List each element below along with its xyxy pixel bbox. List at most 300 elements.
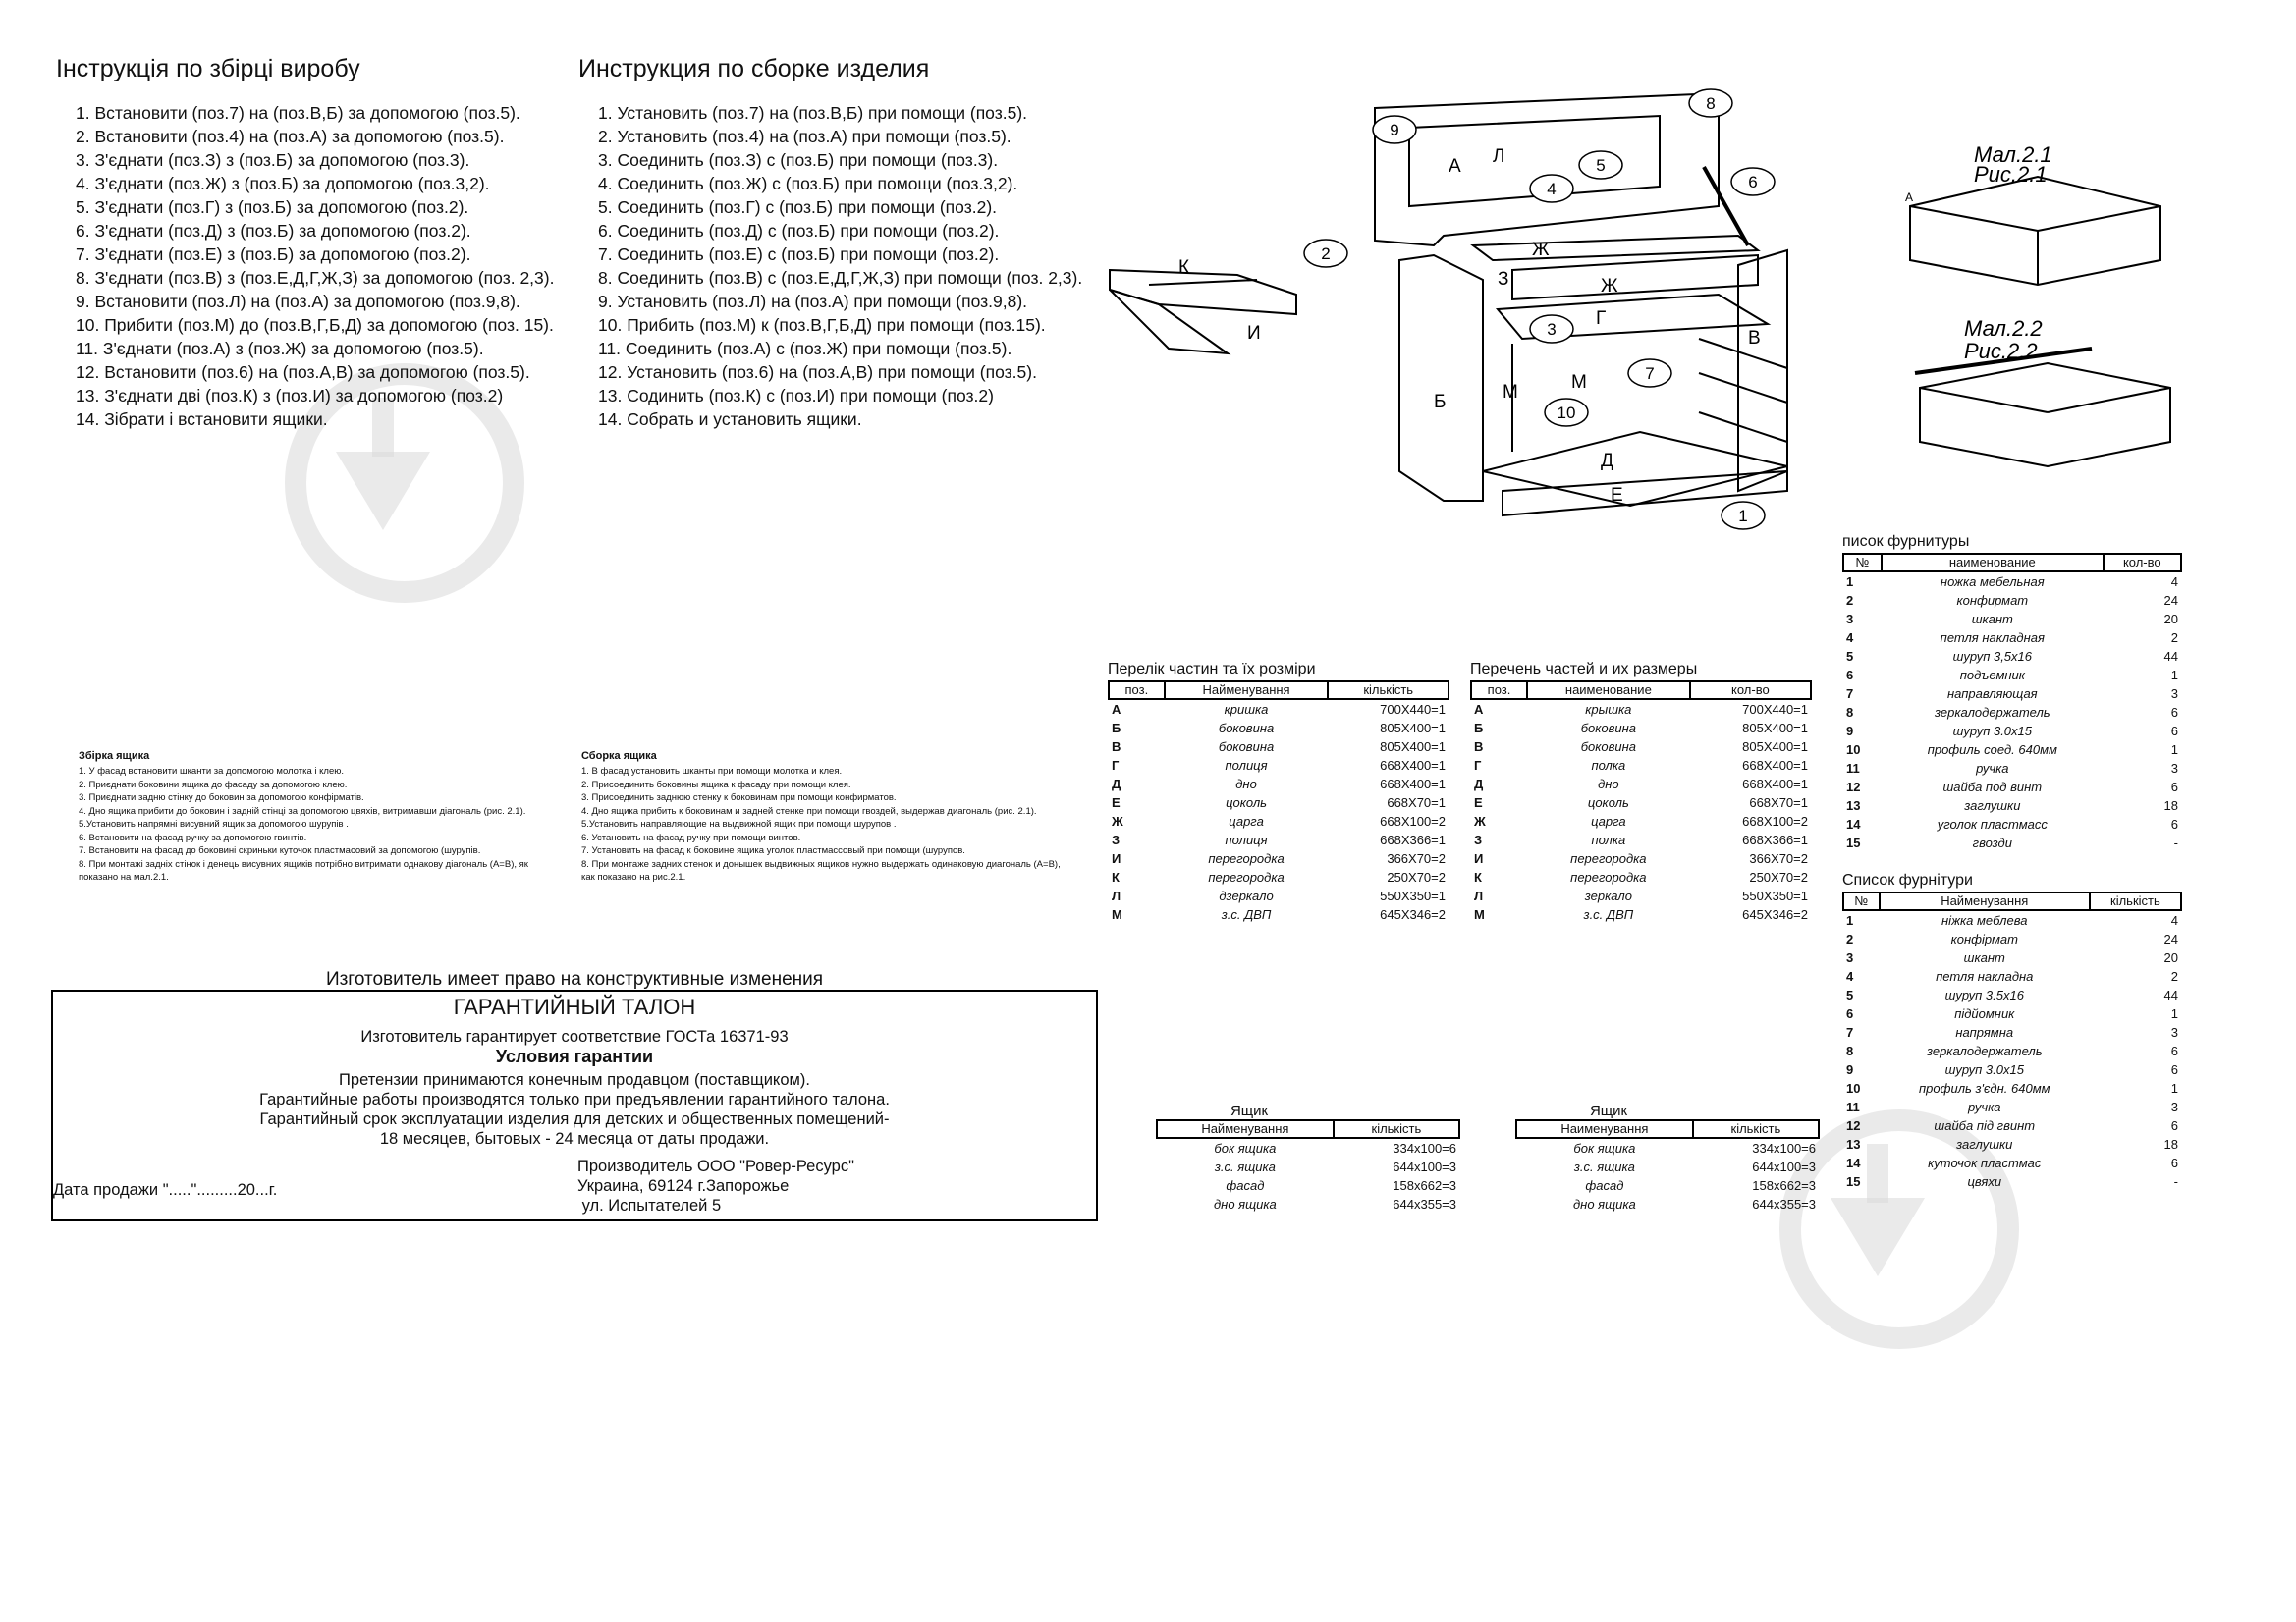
table-header: кількість <box>1334 1120 1459 1138</box>
table-cell: 8 <box>1846 705 1854 720</box>
table-row <box>1109 719 1449 737</box>
table-cell: 2 <box>1846 593 1854 608</box>
list-item: 3. Приєднати задню стінку до боковин за допомогою конфірматів. <box>79 792 364 803</box>
table-header: поз. <box>1109 681 1165 699</box>
table-row <box>1843 647 2181 666</box>
drawer-ru <box>1515 1103 1820 1214</box>
table-row <box>1471 793 1811 812</box>
table-cell: 44 <box>2163 988 2178 1002</box>
instructions-ua <box>56 55 567 431</box>
table-cell: 668Х400=1 <box>1742 777 1808 791</box>
part-letter: В <box>1748 328 1761 349</box>
fig22-label-ua: Мал.2.2 <box>1964 316 2043 341</box>
table-cell: 1 <box>2170 742 2178 757</box>
drawer-ua-title: Ящик <box>1230 1103 1269 1119</box>
drawer-ru-title: Ящик <box>1589 1103 1628 1119</box>
table-cell: 366Х70=2 <box>1749 851 1808 866</box>
table-cell: 1 <box>2170 1006 2178 1021</box>
table-row <box>1843 1098 2181 1116</box>
table-cell: заглушки <box>1964 798 2021 813</box>
warranty-lines <box>53 1070 1096 1149</box>
table-cell: 13 <box>1846 1137 1861 1152</box>
table-row <box>1109 887 1449 905</box>
fittings-ua-table <box>1842 892 2182 1191</box>
table-cell: К <box>1112 870 1120 885</box>
table-cell: боковина <box>1580 721 1636 735</box>
table-cell: 6 <box>2170 1156 2178 1170</box>
table-cell: 6 <box>2170 724 2178 738</box>
list-item: 6. Соединить (поз.Д) с (поз.Б) при помощи (поз.2). <box>598 221 1000 241</box>
list-item: 1. В фасад установить шканты при помощи молотка и клея. <box>581 766 843 777</box>
list-item: 8. З'єднати (поз.В) з (поз.Е,Д,Г,Ж,З) за допомогою (поз. 2,3). <box>76 268 555 288</box>
table-cell: 5 <box>1846 988 1854 1002</box>
table-cell: ножка мебельная <box>1940 574 2045 589</box>
divider-k <box>1149 280 1257 285</box>
table-cell: 2 <box>2170 630 2178 645</box>
table-row <box>1843 591 2181 610</box>
drawer-assembly-ua <box>79 750 560 885</box>
table-cell: дно ящика <box>1213 1197 1277 1212</box>
table-row <box>1843 1154 2181 1172</box>
table-cell: 6 <box>2170 780 2178 794</box>
part-letter: М <box>1571 372 1587 393</box>
table-cell: 7 <box>1846 1025 1854 1040</box>
table-cell: Б <box>1112 721 1121 735</box>
table-cell: перегородка <box>1570 851 1647 866</box>
table-row <box>1471 849 1811 868</box>
table-header: кількість <box>2090 892 2181 910</box>
table-row <box>1843 930 2181 948</box>
parts-ua <box>1108 661 1449 924</box>
table-row <box>1843 1023 2181 1042</box>
table-row <box>1843 834 2181 852</box>
fig21-label-ua: Мал.2.1 <box>1974 142 2052 167</box>
callout-number: 3 <box>1547 320 1557 339</box>
mirror-panel <box>1375 93 1719 245</box>
table-cell: царга <box>1229 814 1264 829</box>
table-cell: 6 <box>2170 1062 2178 1077</box>
fig22-line1 <box>1920 388 2048 412</box>
table-cell: Ж <box>1474 814 1486 829</box>
table-cell: полка <box>1591 758 1626 773</box>
table-cell: заглушки <box>1956 1137 2013 1152</box>
table-cell: 2 <box>1846 932 1854 946</box>
table-cell: Е <box>1112 795 1121 810</box>
parts-ru-title: Перечень частей и их размеры <box>1470 661 1698 677</box>
table-cell: 644х355=3 <box>1752 1197 1816 1212</box>
table-cell: полиця <box>1225 758 1268 773</box>
list-item: 3. З'єднати (поз.З) з (поз.Б) за допомогою (поз.3). <box>76 150 470 170</box>
warranty-header-note: Изготовитель имеет право на конструктивные изменения <box>325 969 824 990</box>
table-cell: ручка <box>1968 1100 2001 1114</box>
table-cell: 3 <box>1846 950 1854 965</box>
table-header: кількість <box>1328 681 1449 699</box>
list-item: 9. Установить (поз.Л) на (поз.А) при помощи (поз.9,8). <box>598 292 1028 311</box>
table-cell: Д <box>1112 777 1121 791</box>
fittings-ru-title: писок фурнитуры <box>1842 533 1970 550</box>
table-row <box>1843 1042 2181 1060</box>
table-cell: цоколь <box>1226 795 1267 810</box>
list-item: 2. Установить (поз.4) на (поз.А) при помощи (поз.5). <box>598 127 1011 146</box>
table-cell: 3 <box>2170 686 2178 701</box>
table-cell: боковина <box>1218 721 1275 735</box>
list-item: 4. Дно ящика прибить к боковинам и задней стенке при помощи гвоздей, выдержав диагональ (рис. 2.1). <box>581 805 1037 817</box>
table-cell: гвозди <box>1972 836 2012 850</box>
table-cell: 805Х400=1 <box>1742 739 1808 754</box>
fig21-label-ru: Рис.2.1 <box>1974 162 2048 187</box>
table-cell: И <box>1474 851 1484 866</box>
warranty-title: ГАРАНТИЙНЫЙ ТАЛОН <box>453 995 696 1019</box>
warranty-line: Гарантийные работы производятся только при предъявлении гарантийного талона. <box>259 1091 890 1108</box>
list-item: 10. Прибити (поз.М) до (поз.В,Г,Б,Д) за допомогою (поз. 15). <box>76 315 554 335</box>
instructions-ru-list <box>578 101 1089 431</box>
table-row <box>1843 1135 2181 1154</box>
table-row <box>1471 831 1811 849</box>
part-letter: И <box>1247 323 1261 344</box>
list-item: 5.Установить напрямні висувний ящик за допомогою шурупів . <box>79 819 349 830</box>
table-cell: царга <box>1591 814 1626 829</box>
table-cell: 15 <box>1846 836 1861 850</box>
table-cell: полиця <box>1225 833 1268 847</box>
list-item: 6. З'єднати (поз.Д) з (поз.Б) за допомогою (поз.2). <box>76 221 471 241</box>
table-cell: з.с. ДВП <box>1221 907 1272 922</box>
callout-number: 5 <box>1596 156 1606 175</box>
table-cell: 15 <box>1846 1174 1861 1189</box>
table-cell: 334х100=6 <box>1393 1141 1456 1156</box>
table-cell: 644х100=3 <box>1752 1160 1816 1174</box>
side-panel-left <box>1399 255 1483 501</box>
table-cell: 700Х440=1 <box>1380 702 1446 717</box>
guide-1 <box>1699 339 1787 368</box>
table-cell: цвяхи <box>1967 1174 2002 1189</box>
list-item: 4. Дно ящика прибити до боковин і задній стінці за допомогою цвяхів, витримавши діагональ (рис. 2.1). <box>79 805 526 817</box>
table-cell: 1 <box>1846 913 1854 928</box>
table-cell: 12 <box>1846 780 1861 794</box>
warranty-line: Претензии принимаются конечным продавцом (поставщиком). <box>339 1071 810 1089</box>
table-cell: 4 <box>2170 913 2178 928</box>
fig22-drawer <box>1920 363 2170 466</box>
table-cell: 4 <box>1846 630 1854 645</box>
table-cell: зеркалодержатель <box>1926 1044 2043 1058</box>
table-cell: З <box>1474 833 1483 847</box>
part-letter: Г <box>1596 308 1607 329</box>
fittings-ua-title: Список фурнітури <box>1842 872 1973 889</box>
table-row <box>1843 1079 2181 1098</box>
table-cell: 668Х366=1 <box>1742 833 1808 847</box>
table-cell: фасад <box>1585 1178 1624 1193</box>
table-cell: кришка <box>1224 702 1269 717</box>
table-row <box>1516 1195 1819 1214</box>
table-row <box>1516 1158 1819 1176</box>
warranty-card <box>51 990 1098 1221</box>
table-row <box>1843 1060 2181 1079</box>
table-cell: З <box>1112 833 1121 847</box>
list-item: 1. Встановити (поз.7) на (поз.В,Б) за допомогою (поз.5). <box>76 103 520 123</box>
table-cell: 18 <box>2163 1137 2178 1152</box>
table-cell: конфирмат <box>1956 593 2029 608</box>
list-item: 6. Установить на фасад ручку при помощи винтов. <box>581 832 801 843</box>
list-item: 10. Прибить (поз.М) к (поз.В,Г,Б,Д) при помощи (поз.15). <box>598 315 1046 335</box>
table-row <box>1109 849 1449 868</box>
table-cell: 20 <box>2163 612 2178 626</box>
table-row <box>1109 793 1449 812</box>
table-cell: бок ящика <box>1214 1141 1277 1156</box>
table-cell: - <box>2173 1174 2178 1189</box>
table-cell: 158х662=3 <box>1393 1178 1456 1193</box>
drawer-ua <box>1156 1103 1460 1214</box>
table-cell: дзеркало <box>1219 889 1274 903</box>
part-letter: А <box>1449 156 1461 177</box>
table-cell: підйомник <box>1954 1006 2015 1021</box>
table-cell: полка <box>1591 833 1626 847</box>
table-cell: 6 <box>2170 1044 2178 1058</box>
table-cell: ручка <box>1976 761 2009 776</box>
table-cell: 18 <box>2163 798 2178 813</box>
table-header: Наименування <box>1516 1120 1693 1138</box>
table-row <box>1843 703 2181 722</box>
table-row <box>1843 1004 2181 1023</box>
table-cell: В <box>1112 739 1121 754</box>
table-cell: 550Х350=1 <box>1742 889 1808 903</box>
table-header: кількість <box>1693 1120 1819 1138</box>
table-cell: 3 <box>2170 1025 2178 1040</box>
table-row <box>1157 1176 1459 1195</box>
table-row <box>1471 812 1811 831</box>
table-cell: Е <box>1474 795 1483 810</box>
table-row <box>1471 905 1811 924</box>
table-row <box>1843 986 2181 1004</box>
list-item: 4. З'єднати (поз.Ж) з (поз.Б) за допомогою (поз.3,2). <box>76 174 490 193</box>
list-item: 5. З'єднати (поз.Г) з (поз.Б) за допомогою (поз.2). <box>76 197 469 217</box>
parts-ru <box>1470 661 1812 924</box>
fig22-line2 <box>2048 388 2170 412</box>
list-item: 11. З'єднати (поз.А) з (поз.Ж) за допомогою (поз.5). <box>76 339 484 358</box>
table-header: Найменування <box>1880 892 2090 910</box>
table-cell: 366Х70=2 <box>1387 851 1446 866</box>
callout-number: 9 <box>1390 121 1399 139</box>
part-letter: Е <box>1611 485 1623 506</box>
table-cell: шуруп 3.0х15 <box>1952 724 2032 738</box>
table-cell: шуруп 3.5х16 <box>1944 988 2024 1002</box>
fig21-line2 <box>2038 206 2160 231</box>
table-row <box>1843 778 2181 796</box>
table-cell: перегородка <box>1570 870 1647 885</box>
callout-number: 4 <box>1547 180 1557 198</box>
table-cell: 1 <box>2170 1081 2178 1096</box>
table-cell: фасад <box>1226 1178 1265 1193</box>
table-header: № <box>1843 892 1880 910</box>
table-cell: 9 <box>1846 724 1854 738</box>
table-cell: Г <box>1474 758 1482 773</box>
list-item: 11. Соединить (поз.А) с (поз.Ж) при помощи (поз.5). <box>598 339 1012 358</box>
table-header: поз. <box>1471 681 1527 699</box>
table-cell: - <box>2173 836 2178 850</box>
table-header: Найменування <box>1157 1120 1334 1138</box>
table-cell: з.с. ящика <box>1214 1160 1276 1174</box>
table-cell: напрямна <box>1955 1025 2014 1040</box>
top-rail <box>1473 236 1758 260</box>
fittings-ru-table <box>1842 553 2182 852</box>
table-cell: М <box>1474 907 1485 922</box>
list-item: 7. Встановити на фасад до боковині скриньки куточок пластмасовий за допомогою (шурупів. <box>79 845 481 856</box>
instructions-ru <box>578 55 1089 431</box>
table-header: кол-во <box>2104 554 2181 571</box>
part-letter: Б <box>1434 392 1447 412</box>
warranty-sale-date: Дата продажи ".....".........20...г. <box>53 1181 278 1199</box>
table-row <box>1109 775 1449 793</box>
list-item: 13. Содинить (поз.К) с (поз.И) при помощи (поз.2) <box>598 386 994 406</box>
table-cell: 668Х100=2 <box>1742 814 1808 829</box>
table-cell: И <box>1112 851 1121 866</box>
table-cell: 805Х400=1 <box>1380 721 1446 735</box>
table-cell: 5 <box>1846 649 1854 664</box>
list-item: 8. Соединить (поз.В) с (поз.Е,Д,Г,Ж,З) при помощи (поз. 2,3). <box>598 268 1083 288</box>
table-row <box>1109 699 1449 719</box>
list-item: 9. Встановити (поз.Л) на (поз.А) за допомогою (поз.9,8). <box>76 292 520 311</box>
part-letters <box>1178 146 1761 506</box>
assembly-diagram <box>1110 79 2052 540</box>
table-cell: 668Х400=1 <box>1380 758 1446 773</box>
table-row <box>1157 1138 1459 1158</box>
table-cell: направляющая <box>1946 686 2038 701</box>
table-cell: уголок пластмасс <box>1937 817 2048 832</box>
list-item: 4. Соединить (поз.Ж) с (поз.Б) при помощи (поз.3,2). <box>598 174 1018 193</box>
table-cell: шайба под винт <box>1942 780 2043 794</box>
table-cell: Б <box>1474 721 1484 735</box>
part-letter: М <box>1503 382 1518 403</box>
warranty-line: Гарантийный срок эксплуатации изделия для детских и общественных помещений- <box>259 1110 890 1128</box>
table-row <box>1843 666 2181 684</box>
list-item: 3. Соединить (поз.З) с (поз.Б) при помощи (поз.3). <box>598 150 999 170</box>
table-row <box>1471 719 1811 737</box>
table-row <box>1109 905 1449 924</box>
table-cell: шайба під гвинт <box>1934 1118 2036 1133</box>
table-cell: 6 <box>1846 668 1854 682</box>
table-cell: 644х355=3 <box>1393 1197 1456 1212</box>
table-cell: крышка <box>1585 702 1632 717</box>
divider-frame <box>1110 270 1296 314</box>
table-cell: 3 <box>2170 1100 2178 1114</box>
table-row <box>1471 756 1811 775</box>
table-row <box>1109 756 1449 775</box>
table-cell: 805Х400=1 <box>1742 721 1808 735</box>
table-cell: 158х662=3 <box>1752 1178 1816 1193</box>
watermark-arrow-left <box>336 452 430 530</box>
table-cell: 14 <box>1846 817 1861 832</box>
drawer-assembly-ua-title: Збірка ящика <box>79 750 150 762</box>
list-item: 5. Соединить (поз.Г) с (поз.Б) при помощи (поз.2). <box>598 197 998 217</box>
table-cell: 250Х70=2 <box>1749 870 1808 885</box>
table-row <box>1471 699 1811 719</box>
list-item: 5.Установить направляющие на выдвижной ящик при помощи шурупов . <box>581 819 897 830</box>
table-cell: 14 <box>1846 1156 1861 1170</box>
callout-number: 10 <box>1557 404 1576 422</box>
table-cell: 6 <box>1846 1006 1854 1021</box>
table-row <box>1109 737 1449 756</box>
callout-number: 7 <box>1645 364 1655 383</box>
table-cell: 668Х400=1 <box>1742 758 1808 773</box>
table-row <box>1843 815 2181 834</box>
warranty-conditions-title: Условия гарантии <box>495 1047 654 1066</box>
warranty-line: 18 месяцев, бытовых - 24 месяца от даты продажи. <box>379 1130 770 1148</box>
table-header: кол-во <box>1690 681 1811 699</box>
table-cell: з.с. ящика <box>1573 1160 1635 1174</box>
table-cell: 8 <box>1846 1044 1854 1058</box>
table-cell: К <box>1474 870 1482 885</box>
table-cell: 668Х366=1 <box>1380 833 1446 847</box>
instructions-ua-title: Інструкція по збірці виробу <box>56 55 360 82</box>
table-cell: 10 <box>1846 1081 1861 1096</box>
table-cell: 550Х350=1 <box>1380 889 1446 903</box>
instructions-ru-title: Инструкция по сборке изделия <box>578 55 930 82</box>
table-row <box>1843 740 2181 759</box>
table-cell: А <box>1474 702 1484 717</box>
table-row <box>1843 571 2181 591</box>
guide-3 <box>1699 412 1787 442</box>
table-cell: Д <box>1474 777 1484 791</box>
table-cell: 645Х346=2 <box>1380 907 1446 922</box>
table-row <box>1516 1176 1819 1195</box>
parts-ru-table <box>1470 680 1812 924</box>
drawer-ru-table <box>1515 1119 1820 1214</box>
table-row <box>1471 775 1811 793</box>
table-cell: 20 <box>2163 950 2178 965</box>
table-cell: петля накладна <box>1936 969 2034 984</box>
fittings-ua <box>1842 872 2182 1191</box>
table-row <box>1843 1172 2181 1191</box>
list-item: 12. Установить (поз.6) на (поз.А,В) при помощи (поз.5). <box>598 362 1037 382</box>
watermark-arrow-right <box>1831 1198 1925 1276</box>
fittings-ru <box>1842 533 2182 852</box>
callout-number: 2 <box>1321 244 1331 263</box>
list-item: 2. Встановити (поз.4) на (поз.А) за допомогою (поз.5). <box>76 127 505 146</box>
part-letter: К <box>1178 257 1190 278</box>
table-cell: дно <box>1598 777 1619 791</box>
warranty-gost: Изготовитель гарантирует соответствие ГОСТа 16371-93 <box>360 1028 789 1046</box>
parts-ua-title: Перелік частин та їх розміри <box>1108 661 1316 677</box>
fig21-letter: А <box>1905 190 1914 204</box>
table-cell: М <box>1112 907 1122 922</box>
table-header: наименование <box>1527 681 1690 699</box>
list-item: 13. З'єднати дві (поз.К) з (поз.И) за допомогою (поз.2) <box>76 386 504 406</box>
drawer-ua-table <box>1156 1119 1460 1214</box>
table-cell: 700Х440=1 <box>1742 702 1808 717</box>
table-cell: 805Х400=1 <box>1380 739 1446 754</box>
table-cell: 10 <box>1846 742 1861 757</box>
part-letter: З <box>1498 269 1509 290</box>
table-cell: 24 <box>2163 932 2178 946</box>
table-row <box>1471 737 1811 756</box>
table-header: № <box>1843 554 1882 571</box>
table-cell: 4 <box>1846 969 1854 984</box>
table-cell: 668Х70=1 <box>1387 795 1446 810</box>
table-cell: перегородка <box>1208 851 1285 866</box>
drawer-assembly-ua-list <box>79 765 560 885</box>
table-row <box>1843 684 2181 703</box>
table-cell: А <box>1112 702 1121 717</box>
table-row <box>1843 722 2181 740</box>
table-cell: профиль соед. 640мм <box>1927 742 2057 757</box>
table-cell: Ж <box>1112 814 1123 829</box>
table-cell: бок ящика <box>1573 1141 1636 1156</box>
table-cell: перегородка <box>1208 870 1285 885</box>
part-letter: Л <box>1493 146 1505 167</box>
drawer-assembly-ru <box>581 750 1072 885</box>
table-cell: 4 <box>2170 574 2178 589</box>
table-cell: Г <box>1112 758 1120 773</box>
table-row <box>1109 831 1449 849</box>
table-cell: профиль з'єдн. 640мм <box>1918 1081 2050 1096</box>
